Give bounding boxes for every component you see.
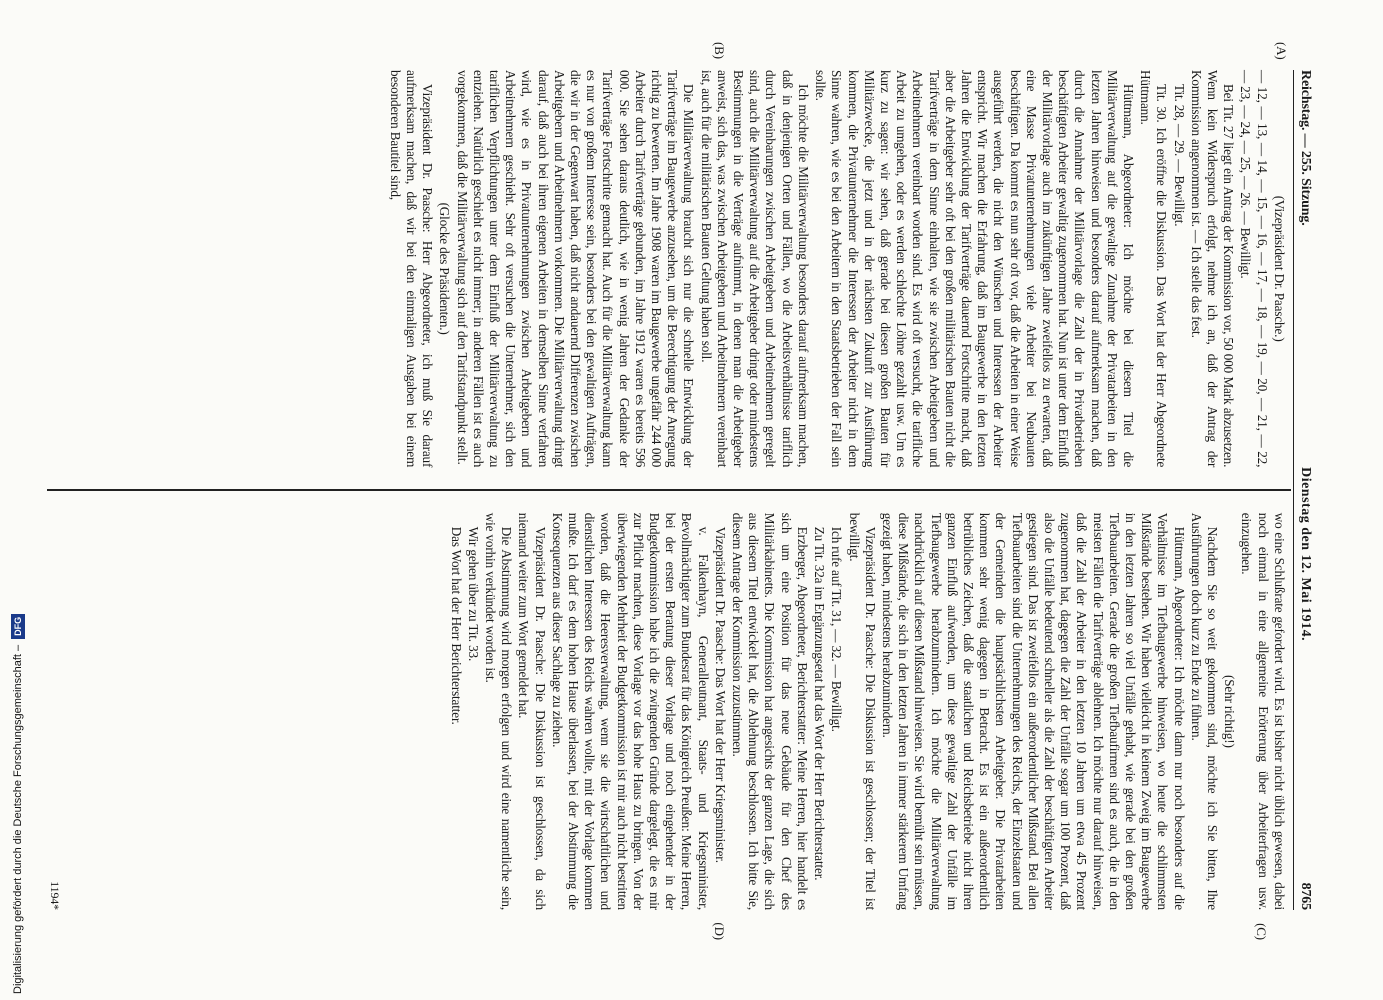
paragraph: Erzberger, Abgeordneter, Berichterstatter: Meine Herren, hier handelt es sich um eine Position für das neue Gebäude für den Chef des Militärkabinetts. Die Kommission hat angesichts der ganzen Lage, die sich aus diesem Titel entwickelt hat, die Ablehnung beschlossen. Ich bitte Sie, diesem Antrage der Kommission zuzustimmen. bbox=[730, 512, 810, 910]
stage-direction: (Glocke des Präsidenten.) bbox=[437, 202, 453, 335]
header-left: Reichstag. — 255. Sitzung. bbox=[1298, 70, 1313, 226]
page-header bbox=[1293, 70, 1313, 910]
sheet-signature: 1194* bbox=[48, 881, 62, 910]
paragraph: Vizepräsident Dr. Paasche: Herr Abgeordneter, ich muß Sie darauf aufmerksam machen, daß wir bei den einmaligen Ausgaben bei einem besonderen Bautitel sind, bbox=[387, 70, 436, 468]
paragraph: v. Falkenhayn, Generalleutnant, Staats- und Kriegsminister, Bevollmächtigter zum Bundesrat für das Königreich Preußen: Meine Herren, bei der ersten Beratung dieser Vorlage und noch eingehender in der Budgetkommission habe ich die zwingenden Gründe dargelegt, die es mir zur Pflicht machten, diese Vorlage vor das hohe Haus zu bringen. Von der überwiegenden Mehrheit der Budgetkommission ist mir auch nicht bestritten worden, daß die Heeresverwaltung, wenn sie die wirtschaftlichen und dienstlichen Interessen des Reichs wahren wollte, mit der Vorlage kommen mußte. Ich darf es dem hohen Hause überlassen, bei der Abstimmung die Konsequenzen aus dieser Sachlage zu ziehen. bbox=[549, 512, 711, 910]
paragraph: — 12, — 13, — 14, — 15, — 16, — 17, — 18, — 19, — 20, — 21, — 22, — 23, — 24, — 25, — 26. — Bewilligt. bbox=[1238, 70, 1270, 468]
paragraph: Die Militärverwaltung braucht sich nur die schnelle Entwicklung der Tarifverträge im Baugewerbe anzusehen, um die Berechtigung der Anregung richtig zu bewerten. Im Jahre 1908 waren im Baugewerbe ungefähr 244 000 Arbeiter durch Tarifverträge gebunden, im Jahre 1912 waren es bereits 596 000. Sie sehen daraus deutlich, wie in wenig Jahren der Gedanke der Tarifverträge Fortschritte gemacht hat. Auch für die Militärverwaltung kann es nur von großem Interesse sein, besonders bei den gewaltigen Aufträgen, die wir in der Gegenwart haben, daß nicht andauernd Differenzen zwischen Arbeitgebern und Arbeitnehmern vorkommen. Die Militärverwaltung dringt darauf, daß auch bei ihren eigenen Arbeiten in demselben Sinne verfahren wird, wie es in Privatunternehmungen zwischen Arbeitgebern und Arbeitnehmern geschieht. Sehr oft versuchen die Unternehmer, sich den tariflichen Verpflichtungen unter dem Einfluß der Militärverwaltung zu entziehen. Natürlich geschieht es nicht immer; in anderen Fällen ist es auch vorgekommen, daß die Militärverwaltung sich auf den Tarifstandpunkt stellt. bbox=[454, 70, 697, 468]
paragraph: Ich möchte die Militärverwaltung besonders darauf aufmerksam machen, daß in denjenigen Orten und Fällen, wo die Arbeitsverhältnisse tariflich durch Vereinbarungen zwischen Arbeitgebern und Arbeitnehmern geregelt sind, auch die Militärverwaltung auf die Arbeitgeber dringt oder mindestens Bestimmungen in die Verträge aufnimmt, in denen man die Arbeitgeber anweist, sich das, was zwischen Arbeitgebern und Arbeitnehmern vereinbart ist, auch für die militärischen Bauten Geltung haben soll. bbox=[698, 70, 811, 468]
right-column bbox=[47, 513, 1287, 910]
paragraph: Vizepräsident Dr. Paasche: Das Wort hat der Herr Kriegsminister. bbox=[712, 526, 728, 863]
paragraph: wo eine Schlußrate gefordert wird. Es ist bisher nicht üblich gewesen, dabei noch einmal in eine allgemeine Erörterung über Arbeiterfragen usw. einzugehen. bbox=[1239, 512, 1287, 910]
paragraph: Hüttmann, Abgeordneter: Ich möchte bei diesem Titel die Militärverwaltung auf die gewaltige Zunahme der Privatarbeiten in den letzten Jahren hinweisen und besonders darauf aufmerksam machen, daß durch die Annahme der Militärvorlage die Zahl der in Privatbetrieben beschäftigten Arbeiter gewaltig zugenommen hat. Nun ist unter dem Einfluß der Militärvorlage auch im zukünftigen Jahre zweifellos zu erwarten, daß eine Masse Privatunternehmungen viele Arbeiter bei Neubauten beschäftigen. Da kommt es nun sehr oft vor, daß die Arbeiten in einer Weise ausgeführt werden, die nicht den Wünschen und Interessen der Arbeiter entspricht. Wir machen die Erfahrung, daß im Baugewerbe in den letzten Jahren die Entwicklung der Tarifverträge dauernd Fortschritte macht, daß aber die Arbeitgeber sehr oft bei den großen militärischen Bauten nicht die Tarifverträge in dem Sinne einhalten, wie sie zwischen Arbeitgebern und Arbeitnehmern vereinbart worden sind. Es wird oft versucht, die tarifliche Arbeit zu umgehen, oder es werden schlechte Löhne gezahlt usw. Um es kurz zu sagen: wir sehen, daß gerade bei diesen großen Bauten für Militärzwecke, die jetzt und in der nächsten Zukunft zur Ausführung kommen, die Privatunternehmer die Interessen der Arbeiter nicht in dem Sinne wahren, wie es bei den Arbeitern in den Staatsbetrieben der Fall sein sollte. bbox=[813, 70, 1136, 468]
paragraph: Wir gehen über zu Tit. 33. bbox=[465, 526, 481, 662]
left-column bbox=[47, 70, 1287, 467]
stage-direction: (Sehr richtig!) bbox=[1222, 674, 1238, 748]
margin-marker-d: (D) bbox=[711, 922, 727, 940]
dfg-logo: DFG bbox=[11, 614, 25, 639]
paragraph: Das Wort hat der Herr Berichterstatter. bbox=[448, 526, 464, 725]
paragraph: Ich rufe auf Tit. 31, — 32. — Bewilligt. bbox=[829, 526, 845, 732]
margin-marker-c: (C) bbox=[1253, 923, 1269, 940]
margin-marker-a: (A) bbox=[1273, 42, 1289, 60]
paragraph: Vizepräsident Dr. Paasche: Die Diskussion ist geschlossen; der Titel ist bewilligt. bbox=[846, 512, 878, 910]
paragraph: Vizepräsident Dr. Paasche: Die Diskussion ist geschlossen, da sich niemand weiter zum Wort gemeldet hat. bbox=[516, 512, 548, 910]
paragraph: Hüttmann, Abgeordneter: Ich möchte dann nur noch besonders auf die Verhältnisse im Tiefbaugewerbe hinweisen, wo heute die schlimmsten Mißstände bestehen. Wir haben vielleicht in keinem Zweig im Baugewerbe in den letzten Jahren so viel Unfälle gehabt, wie gerade bei den großen Tiefbauarbeiten. Gerade die großen Tiefbaufirmen sind es auch, die in den meisten Fällen die Tarifverträge ablehnen. Ich möchte nur darauf hinweisen, daß die Zahl der Arbeiter in den letzten 10 Jahren um etwa 45 Prozent zugenommen hat, dagegen die Zahl der Unfälle sogar um 100 Prozent, daß also die Unfälle bedeutend schneller als die Zahl der beschäftigten Arbeiter gestiegen sind. Das ist zweifellos ein außerordentlicher Mißstand. Bei allen Tiefbauarbeiten sind die Unternehmungen des Reichs, der Einzelstaaten und der Gemeinden die hauptsächlichsten Arbeitgeber. Die Privatarbeiten kommen sehr wenig dagegen in Betracht. Es ist ein außerordentlich betrübliches Zeichen, daß die staatlichen und Reichsbetriebe nicht ihren ganzen Einfluß aufwenden, um diese gewaltige Zahl der Unfälle im Tiefbaugewerbe herabzumindern. Ich möchte die Militärverwaltung nachdrücklich auf diesen Mißstand hinweisen. Sie wird bemüht sein müssen, diese Mißstände, die sich in den letzten Jahren in immer stärkerem Umfang gezeigt haben, mindestens herabzumindern. bbox=[879, 512, 1187, 910]
page-number: 8765 bbox=[1298, 882, 1313, 910]
paragraph: Tit. 28, — 29. — Bewilligt. bbox=[1171, 84, 1187, 227]
paragraph: Die Abstimmung wird morgen erfolgen und wird eine namentliche sein, wie vorhin verkündet worden ist. bbox=[483, 512, 515, 910]
text-columns bbox=[47, 42, 1289, 940]
paragraph: Tit. 30. Ich eröffne die Diskussion. Das Wort hat der Herr Abgeordnete Hüttmann. bbox=[1138, 70, 1170, 468]
paragraph: Zu Tit. 32a im Ergänzungsetat hat das Wort der Herr Berichterstatter. bbox=[812, 526, 828, 881]
header-center: Dienstag den 12. Mai 1914. bbox=[1298, 467, 1313, 642]
paragraph: Nachdem Sie so weit gekommen sind, möchte ich Sie bitten, Ihre Ausführungen doch kurz zu Ende zu führen. bbox=[1188, 512, 1220, 910]
paragraph: Bei Tit. 27 liegt ein Antrag der Kommission vor, 50 000 Mark abzusetzen. Wenn kein Widerspruch erfolgt, nehme ich an, daß der Antrag der Kommission angenommen ist. — Ich stelle das fest. bbox=[1188, 70, 1237, 468]
speaker-context: (Vizepräsident Dr. Paasche.) bbox=[1271, 195, 1287, 342]
margin-marker-b: (B) bbox=[711, 42, 727, 59]
column-divider bbox=[47, 489, 1291, 491]
digitization-credit: Digitalisierung gefördert durch die Deutsche Forschungsgemeinschaft – bbox=[12, 644, 24, 994]
